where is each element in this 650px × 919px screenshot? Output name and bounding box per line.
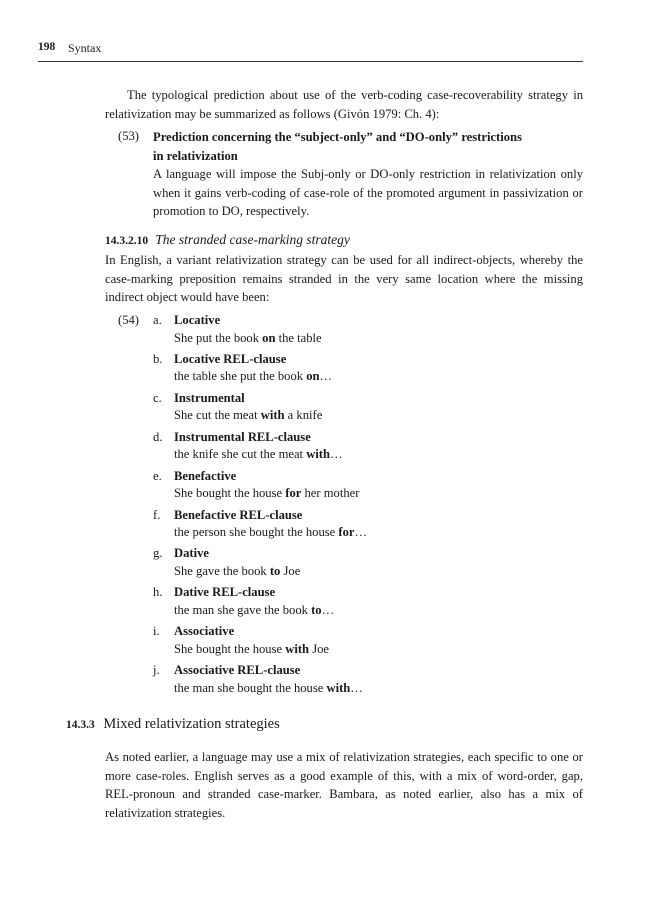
item-heading: Instrumental REL-clause [174, 429, 311, 444]
item-lines [174, 623, 329, 658]
case-marker: with [326, 680, 351, 695]
case-marker: with [260, 408, 285, 423]
section-number: 14.3.3 [66, 719, 95, 731]
example-53 [153, 128, 583, 221]
item-heading: Associative REL-clause [174, 663, 301, 678]
item-letter: g. [153, 546, 163, 561]
item-letter: e. [153, 468, 162, 483]
example-text: … [319, 369, 333, 384]
example-text: She put the book [174, 330, 263, 345]
case-marker: for [285, 486, 302, 501]
example-text: the man she bought the house [174, 680, 327, 695]
item-heading: Associative [174, 624, 235, 639]
item-lines [174, 662, 363, 697]
item-letter: i. [153, 624, 160, 639]
example-text: … [350, 680, 363, 695]
item-letter: d. [153, 429, 163, 444]
item-lines [174, 390, 322, 425]
example-53-number: (53) [118, 129, 139, 143]
item-heading: Instrumental [174, 390, 245, 405]
item-heading: Dative REL-clause [174, 585, 276, 600]
example-text: Joe [280, 563, 301, 578]
item-example [174, 563, 300, 581]
case-marker: to [269, 563, 281, 578]
example-text: a knife [284, 408, 323, 423]
item-example [174, 641, 329, 659]
example-text: her mother [301, 486, 360, 501]
example-text: Joe [309, 641, 329, 656]
example-53-title-line2: in relativization [153, 148, 238, 163]
running-head: Syntax [68, 41, 102, 55]
example-text: the man she gave the book [174, 602, 312, 617]
case-marker: on [306, 369, 320, 384]
case-marker: to [311, 602, 322, 617]
item-letter: b. [153, 351, 163, 366]
example-text: She bought the house [174, 486, 286, 501]
item-example [174, 407, 322, 425]
example-text: the knife she cut the meat [174, 447, 307, 462]
item-example [174, 330, 322, 348]
item-lines [174, 584, 334, 619]
item-example [174, 485, 359, 503]
item-example [174, 680, 363, 698]
item-example [174, 446, 343, 464]
item-lines [174, 312, 322, 347]
item-example [174, 368, 332, 386]
item-lines [174, 545, 300, 580]
example-text: … [329, 447, 343, 462]
item-example [174, 602, 334, 620]
item-letter: a. [153, 313, 162, 327]
item-heading: Dative [174, 546, 209, 561]
item-heading: Benefactive [174, 468, 237, 483]
example-text: the person she bought the house [174, 525, 339, 540]
section-heading-14-3-2-10 [105, 232, 350, 248]
mixed-paragraph: As noted earlier, a language may use a mix of relativization strategies, each specific to one or more case-roles. English serves as a good example of this, with a mix of word-order, gap, REL-pronoun and stranded case-marker. Bambara, as noted earlier, also has a mix of relativization strategies. [105, 750, 583, 820]
page-number: 198 [38, 41, 56, 53]
item-letter: c. [153, 390, 162, 405]
item-lines [174, 429, 343, 464]
case-marker: on [262, 330, 276, 345]
example-text: She gave the book [174, 563, 270, 578]
section-number: 14.3.2.10 [105, 235, 149, 247]
item-heading: Benefactive REL-clause [174, 507, 303, 522]
example-text: … [321, 602, 335, 617]
item-letter: h. [153, 585, 163, 600]
section-heading-14-3-3 [66, 716, 280, 733]
item-letter: f. [153, 507, 161, 522]
example-text: She bought the house [174, 641, 286, 656]
page-header [38, 41, 583, 62]
item-lines [174, 507, 367, 542]
section-title: The stranded case-marking strategy [155, 232, 350, 247]
section-title: Mixed relativization strategies [103, 716, 280, 732]
example-53-title-line1: Prediction concerning the “subject-only” and “DO-only” restrictions [153, 130, 522, 144]
example-text: … [354, 525, 368, 540]
item-lines [174, 351, 332, 386]
intro-paragraph: The typological prediction about use of the verb-coding case-recoverability strategy in relativization may be summarized as follows (Givón 1979: Ch. 4): [105, 88, 583, 121]
item-letter: j. [153, 663, 160, 678]
item-heading: Locative [174, 313, 221, 327]
stranded-paragraph: In English, a variant relativization strategy can be used for all indirect-objects, whereby the case-marking preposition remains stranded in the very same location where the missing indirect object would have been: [105, 253, 583, 305]
case-marker: with [285, 641, 310, 656]
item-heading: Locative REL-clause [174, 351, 287, 366]
example-text: the table [275, 330, 322, 345]
example-text: She cut the meat [174, 408, 261, 423]
item-example [174, 524, 367, 542]
item-lines [174, 468, 359, 503]
case-marker: for [338, 525, 355, 540]
example-text: the table she put the book [174, 369, 307, 384]
example-53-body: A language will impose the Subj-only or DO-only restriction in relativization only when it gains verb-coding of case-role of the promoted argument in passivization or promotion to DO, respectively. [153, 167, 583, 219]
example-54-number: (54) [118, 313, 139, 327]
case-marker: with [306, 447, 330, 462]
